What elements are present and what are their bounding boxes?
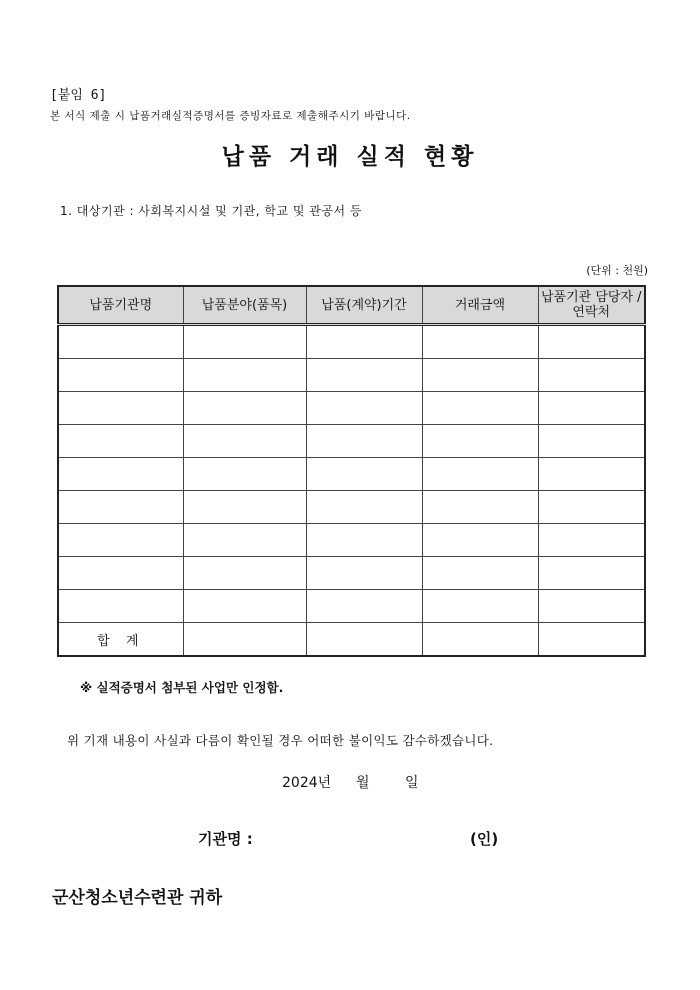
- table-cell[interactable]: [422, 458, 538, 491]
- table-cell[interactable]: [183, 590, 306, 623]
- table-cell[interactable]: [183, 392, 306, 425]
- table-cell[interactable]: [183, 458, 306, 491]
- total-cell[interactable]: [183, 623, 306, 657]
- date-month: 월: [356, 775, 370, 791]
- table-cell[interactable]: [422, 491, 538, 524]
- table-cell[interactable]: [306, 524, 422, 557]
- seal-mark: (인): [470, 830, 499, 848]
- table-row: [58, 392, 645, 425]
- date-year: 2024년: [282, 775, 332, 791]
- unit-label: (단위 : 천원): [586, 264, 648, 277]
- table-cell[interactable]: [183, 325, 306, 359]
- table-cell[interactable]: [183, 359, 306, 392]
- table-cell[interactable]: [58, 458, 183, 491]
- header-institution-name: 납품기관명: [58, 286, 183, 325]
- table-cell[interactable]: [538, 524, 645, 557]
- total-row: [58, 623, 645, 657]
- table-cell[interactable]: [422, 359, 538, 392]
- table-row: [58, 491, 645, 524]
- attachment-label: [붙임 6]: [50, 88, 107, 103]
- table-cell[interactable]: [422, 590, 538, 623]
- total-cell[interactable]: [306, 623, 422, 657]
- submission-notice: 본 서식 제출 시 납품거래실적증명서를 증빙자료로 제출해주시기 바랍니다.: [50, 110, 411, 122]
- table-row: [58, 359, 645, 392]
- table-cell[interactable]: [422, 325, 538, 359]
- table-cell[interactable]: [538, 359, 645, 392]
- table-cell[interactable]: [306, 491, 422, 524]
- table-cell[interactable]: [58, 359, 183, 392]
- target-institutions: 1. 대상기관 : 사회복지시설 및 기관, 학교 및 관공서 등: [60, 204, 362, 218]
- table-cell[interactable]: [538, 325, 645, 359]
- total-cell[interactable]: [538, 623, 645, 657]
- table-cell[interactable]: [306, 325, 422, 359]
- table-row: [58, 458, 645, 491]
- table-cell[interactable]: [306, 359, 422, 392]
- table-cell[interactable]: [538, 557, 645, 590]
- table-cell[interactable]: [306, 590, 422, 623]
- header-delivery-field: 납품분야(품목): [183, 286, 306, 325]
- table-header-row: [58, 286, 645, 325]
- total-label: 합 계: [58, 623, 183, 657]
- table-cell[interactable]: [183, 557, 306, 590]
- table-cell[interactable]: [538, 392, 645, 425]
- table-cell[interactable]: [58, 524, 183, 557]
- table-row: [58, 557, 645, 590]
- table-row: [58, 524, 645, 557]
- table-cell[interactable]: [306, 557, 422, 590]
- table-cell[interactable]: [538, 425, 645, 458]
- table-cell[interactable]: [58, 392, 183, 425]
- table-cell[interactable]: [183, 524, 306, 557]
- total-cell[interactable]: [422, 623, 538, 657]
- table-cell[interactable]: [58, 325, 183, 359]
- table-cell[interactable]: [538, 491, 645, 524]
- document-title: 납품 거래 실적 현황: [221, 143, 479, 170]
- table-row: [58, 590, 645, 623]
- table-cell[interactable]: [422, 392, 538, 425]
- date-day: 일: [405, 775, 419, 791]
- table-cell[interactable]: [58, 590, 183, 623]
- table-cell[interactable]: [58, 491, 183, 524]
- organization-name-label: 기관명 :: [198, 830, 253, 848]
- table-cell[interactable]: [538, 458, 645, 491]
- table-cell[interactable]: [306, 425, 422, 458]
- table-cell[interactable]: [422, 425, 538, 458]
- table-cell[interactable]: [183, 491, 306, 524]
- attachment-note: ※ 실적증명서 첨부된 사업만 인정함.: [80, 680, 284, 695]
- table-cell[interactable]: [58, 557, 183, 590]
- delivery-record-table: [57, 285, 646, 657]
- table-cell[interactable]: [58, 425, 183, 458]
- header-transaction-amount: 거래금액: [422, 286, 538, 325]
- header-contract-period: 납품(계약)기간: [306, 286, 422, 325]
- table-cell[interactable]: [306, 458, 422, 491]
- table-row: [58, 425, 645, 458]
- table-cell[interactable]: [422, 557, 538, 590]
- table-cell[interactable]: [538, 590, 645, 623]
- table-row: [58, 325, 645, 359]
- table-cell[interactable]: [306, 392, 422, 425]
- pledge-statement: 위 기재 내용이 사실과 다름이 확인될 경우 어떠한 불이익도 감수하겠습니다.: [67, 733, 494, 748]
- header-contact-person: 납품기관 담당자 / 연락처: [538, 286, 645, 325]
- addressee: 군산청소년수련관 귀하: [52, 888, 223, 908]
- table-cell[interactable]: [422, 524, 538, 557]
- table-cell[interactable]: [183, 425, 306, 458]
